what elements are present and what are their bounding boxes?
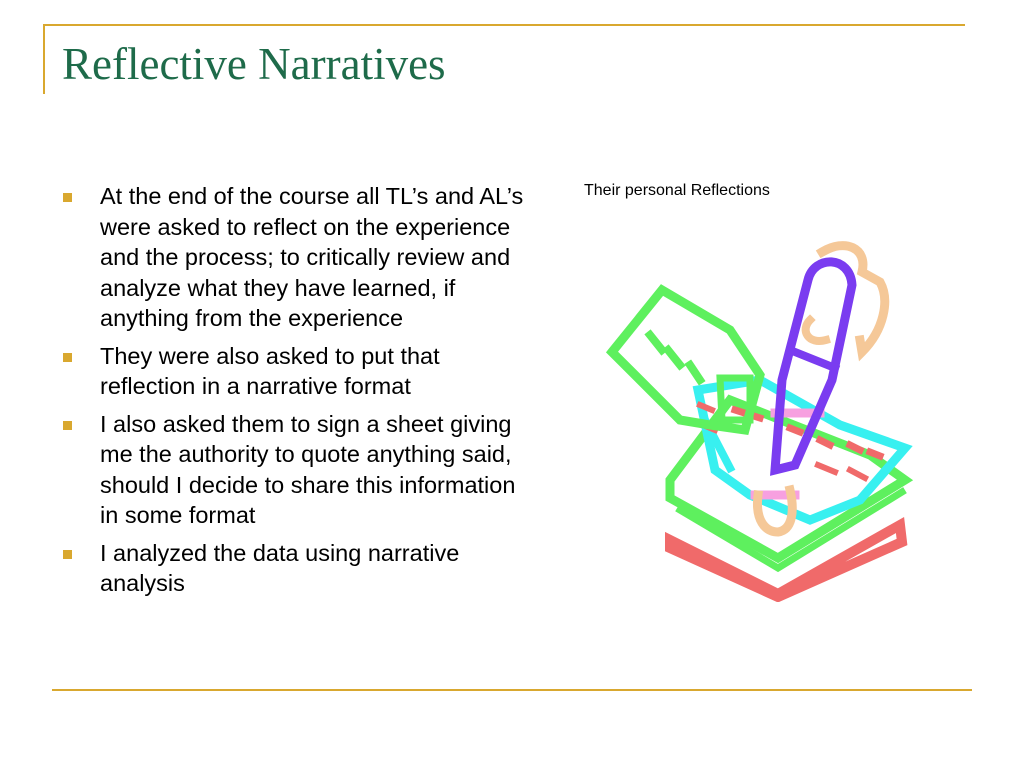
bullet-list <box>62 181 532 606</box>
pen-writing-on-notepad-icon <box>600 232 920 602</box>
bottom-rule <box>52 689 972 691</box>
bullet-text: At the end of the course all TL’s and AL’s were asked to reflect on the experience and the process; to critically review and analyze what they have learned, if anything from the experience <box>100 183 524 331</box>
top-rule <box>43 24 965 26</box>
bullet-text: I also asked them to sign a sheet giving me the authority to quote anything said, should I decide to share this information in some format <box>100 410 516 528</box>
bullet-item <box>62 181 532 334</box>
bullet-item <box>62 409 532 531</box>
bullet-item <box>62 341 532 402</box>
square-bullet-icon <box>63 193 72 202</box>
left-rule <box>43 24 45 94</box>
image-caption: Their personal Reflections <box>584 182 770 199</box>
bullet-item <box>62 538 532 599</box>
bullet-text: I analyzed the data using narrative analysis <box>100 539 460 596</box>
square-bullet-icon <box>63 421 72 430</box>
square-bullet-icon <box>63 353 72 362</box>
slide-title: Reflective Narratives <box>62 39 446 89</box>
square-bullet-icon <box>63 550 72 559</box>
bullet-text: They were also asked to put that reflection in a narrative format <box>100 342 440 399</box>
